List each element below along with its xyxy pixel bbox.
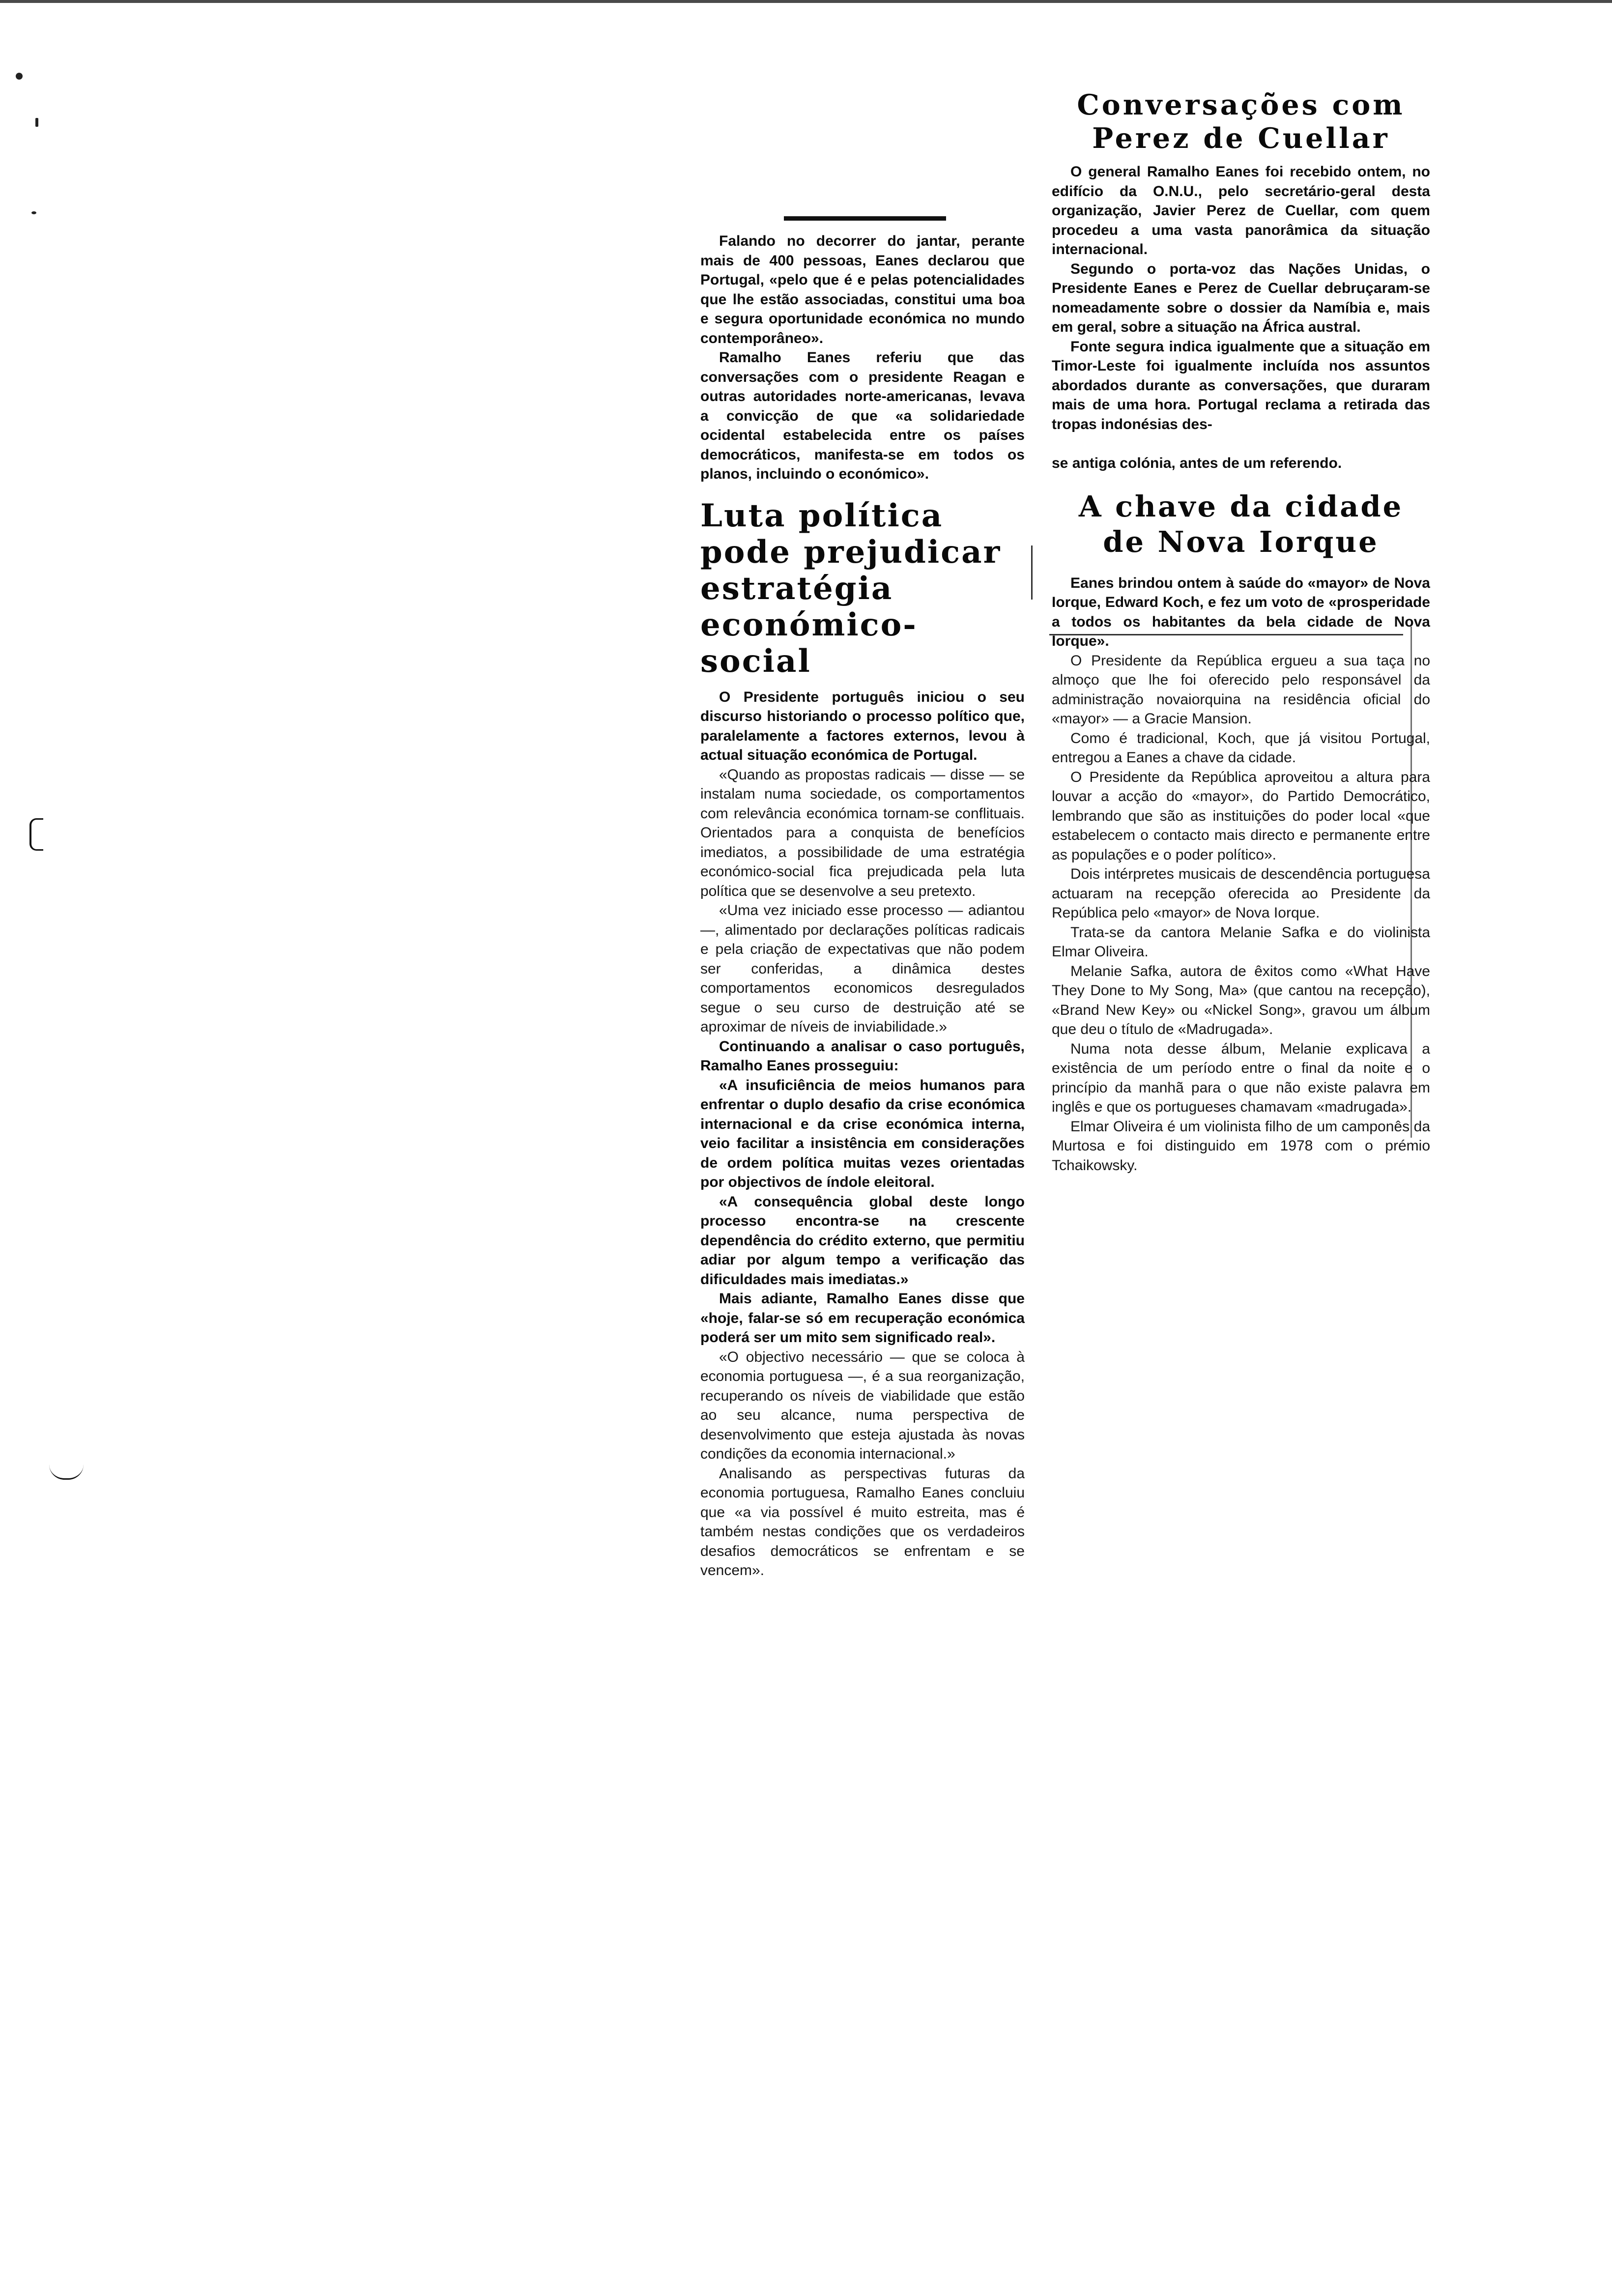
scan-speck [16, 73, 23, 80]
article-paragraph: «Uma vez iniciado esse processo — adiantou —, alimentado por declarações políticas radicais e pela criação de expectativas que não podem ser conferidas, a dinâmica destes comportamentos economicos desregulados segue o seu curso de destruição até se aproximar de níveis de inviabilidade.» [700, 902, 1025, 1035]
article-paragraph: Dois intérpretes musicais de descendência portuguesa actuaram na recepção oferecida ao Presidente da República pelo «mayor» de Nova Iorque. [1052, 866, 1430, 921]
article-paragraph: Melanie Safka, autora de êxitos como «What Have They Done to My Song, Ma» (que cantou na recepção), «Brand New Key» ou «Nickel Song», gravou um álbum que deu o título de «Madrugada». [1052, 963, 1430, 1037]
article-paragraph: «Quando as propostas radicais — disse — se instalam numa sociedade, os comportamentos com relevância económica tornam-se conflituais. Orientados para a conquista de benefícios imediatos, a possibilidade de uma estratégia económico-social fica prejudicada pela luta política que se desenvolve a seu pretexto. [700, 766, 1025, 899]
right-column [1052, 88, 1430, 1175]
scan-speck [49, 1464, 84, 1480]
article-paragraph: Trata-se da cantora Melanie Safka e do violinista Elmar Oliveira. [1052, 924, 1430, 960]
article-paragraph: Como é tradicional, Koch, que já visitou Portugal, entregou a Eanes a chave da cidade. [1052, 730, 1430, 766]
page-top-rule [0, 0, 1612, 3]
scan-speck [35, 118, 38, 127]
article-paragraph: Mais adiante, Ramalho Eanes disse que «hoje, falar-se só em recuperação económica poderá ser um mito sem significado real». [700, 1291, 1025, 1346]
article-headline: A chave da cidade de Nova Iorque [1078, 489, 1404, 559]
article-paragraph: «O objectivo necessário — que se coloca à economia portuguesa —, é a sua reorganização, recuperando os níveis de viabilidade que estão ao seu alcance, numa perspectiva de desenvolvimento que esteja ajustada às novas condições da economia internacional.» [700, 1349, 1025, 1462]
article-headline: Conversações com Perez de Cuellar [1077, 88, 1405, 155]
article-paragraph: Analisando as perspectivas futuras da economia portuguesa, Ramalho Eanes concluiu que «a via possível é muito estreita, mas é também nestas condições que os verdadeiros desafios democráticos se enfrentam e se vencem». [700, 1465, 1025, 1578]
article-paragraph: Numa nota desse álbum, Melanie explicava a existência de um período entre o final da noite e o princípio da manhã para o que não existe palavra em inglês e que os portugueses chamavam «madrugada». [1052, 1040, 1430, 1115]
article-paragraph: Ramalho Eanes referiu que das conversações com o presidente Reagan e outras autoridades norte-americanas, levava a convicção de que «a solidariedade ocidental estabelecida entre os países democráticos, manifesta-se em todos os planos, incluindo o económico». [700, 349, 1025, 482]
left-column [700, 216, 1025, 1580]
article-headline: Luta política pode prejudicar estratégia económico-social [700, 497, 1002, 680]
article-paragraph: Eanes brindou ontem à saúde do «mayor» de Nova Iorque, Edward Koch, e fez um voto de «prosperidade a todos os habitantes da bela cidade de Nova Iorque». [1052, 574, 1430, 649]
article-paragraph: «A insuficiência de meios humanos para enfrentar o duplo desafio da crise económica internacional e da crise económica interna, veio facilitar a insistência em considerações de ordem política muitas vezes orientadas por objectivos de índole eleitoral. [700, 1077, 1025, 1190]
scan-speck [31, 211, 36, 214]
article-paragraph: se antiga colónia, antes de um referendo. [1052, 455, 1342, 471]
article-top-rule [784, 216, 946, 221]
article-paragraph: O Presidente da República aproveitou a altura para louvar a acção do «mayor», do Partido Democrático, lembrando que são as instituições do poder local «que estabelecem o contacto mais directo e permanente entre as populações e o poder político». [1052, 769, 1430, 863]
article-paragraph: «A consequência global deste longo processo encontra-se na crescente dependência do crédito externo, que permitiu adiar por algum tempo a verificação das dificuldades mais imediatas.» [700, 1193, 1025, 1288]
article-paragraph: Segundo o porta-voz das Nações Unidas, o Presidente Eanes e Perez de Cuellar debruçaram-se nomeadamente sobre o dossier da Namíbia e, mais em geral, sobre a situação na África austral. [1052, 260, 1430, 335]
article-paragraph: Falando no decorrer do jantar, perante mais de 400 pessoas, Eanes declarou que Portugal, «pelo que é e pelas potencialidades que lhe estão associadas, constitui uma boa e segura oportunidade económica no mundo contemporâneo». [700, 233, 1025, 346]
scan-speck [29, 818, 43, 851]
column-divider [1031, 545, 1033, 600]
article-paragraph: O Presidente português iniciou o seu discurso historiando o processo político que, paralelamente a factores externos, levou à actual situação económica de Portugal. [700, 689, 1025, 763]
article-paragraph: O general Ramalho Eanes foi recebido ontem, no edifício da O.N.U., pelo secretário-geral desta organização, Javier Perez de Cuellar, com quem procedeu a uma vasta panorâmica da situação internacional. [1052, 164, 1430, 258]
article-paragraph: Continuando a analisar o caso português, Ramalho Eanes prosseguiu: [700, 1038, 1025, 1074]
article-paragraph: Elmar Oliveira é um violinista filho de um camponês da Murtosa e foi distinguido em 1978 com o prémio Tchaikowsky. [1052, 1118, 1430, 1174]
article-paragraph: Fonte segura indica igualmente que a situação em Timor-Leste foi igualmente incluída nos assuntos abordados durante as conversações, que duraram mais de uma hora. Portugal reclama a retirada das tropas indonésias des- [1052, 338, 1430, 432]
article-paragraph: O Presidente da República ergueu a sua taça no almoço que lhe foi oferecido pelo responsável da administração novaiorquina na residência oficial do «mayor» — a Gracie Mansion. [1052, 652, 1430, 727]
